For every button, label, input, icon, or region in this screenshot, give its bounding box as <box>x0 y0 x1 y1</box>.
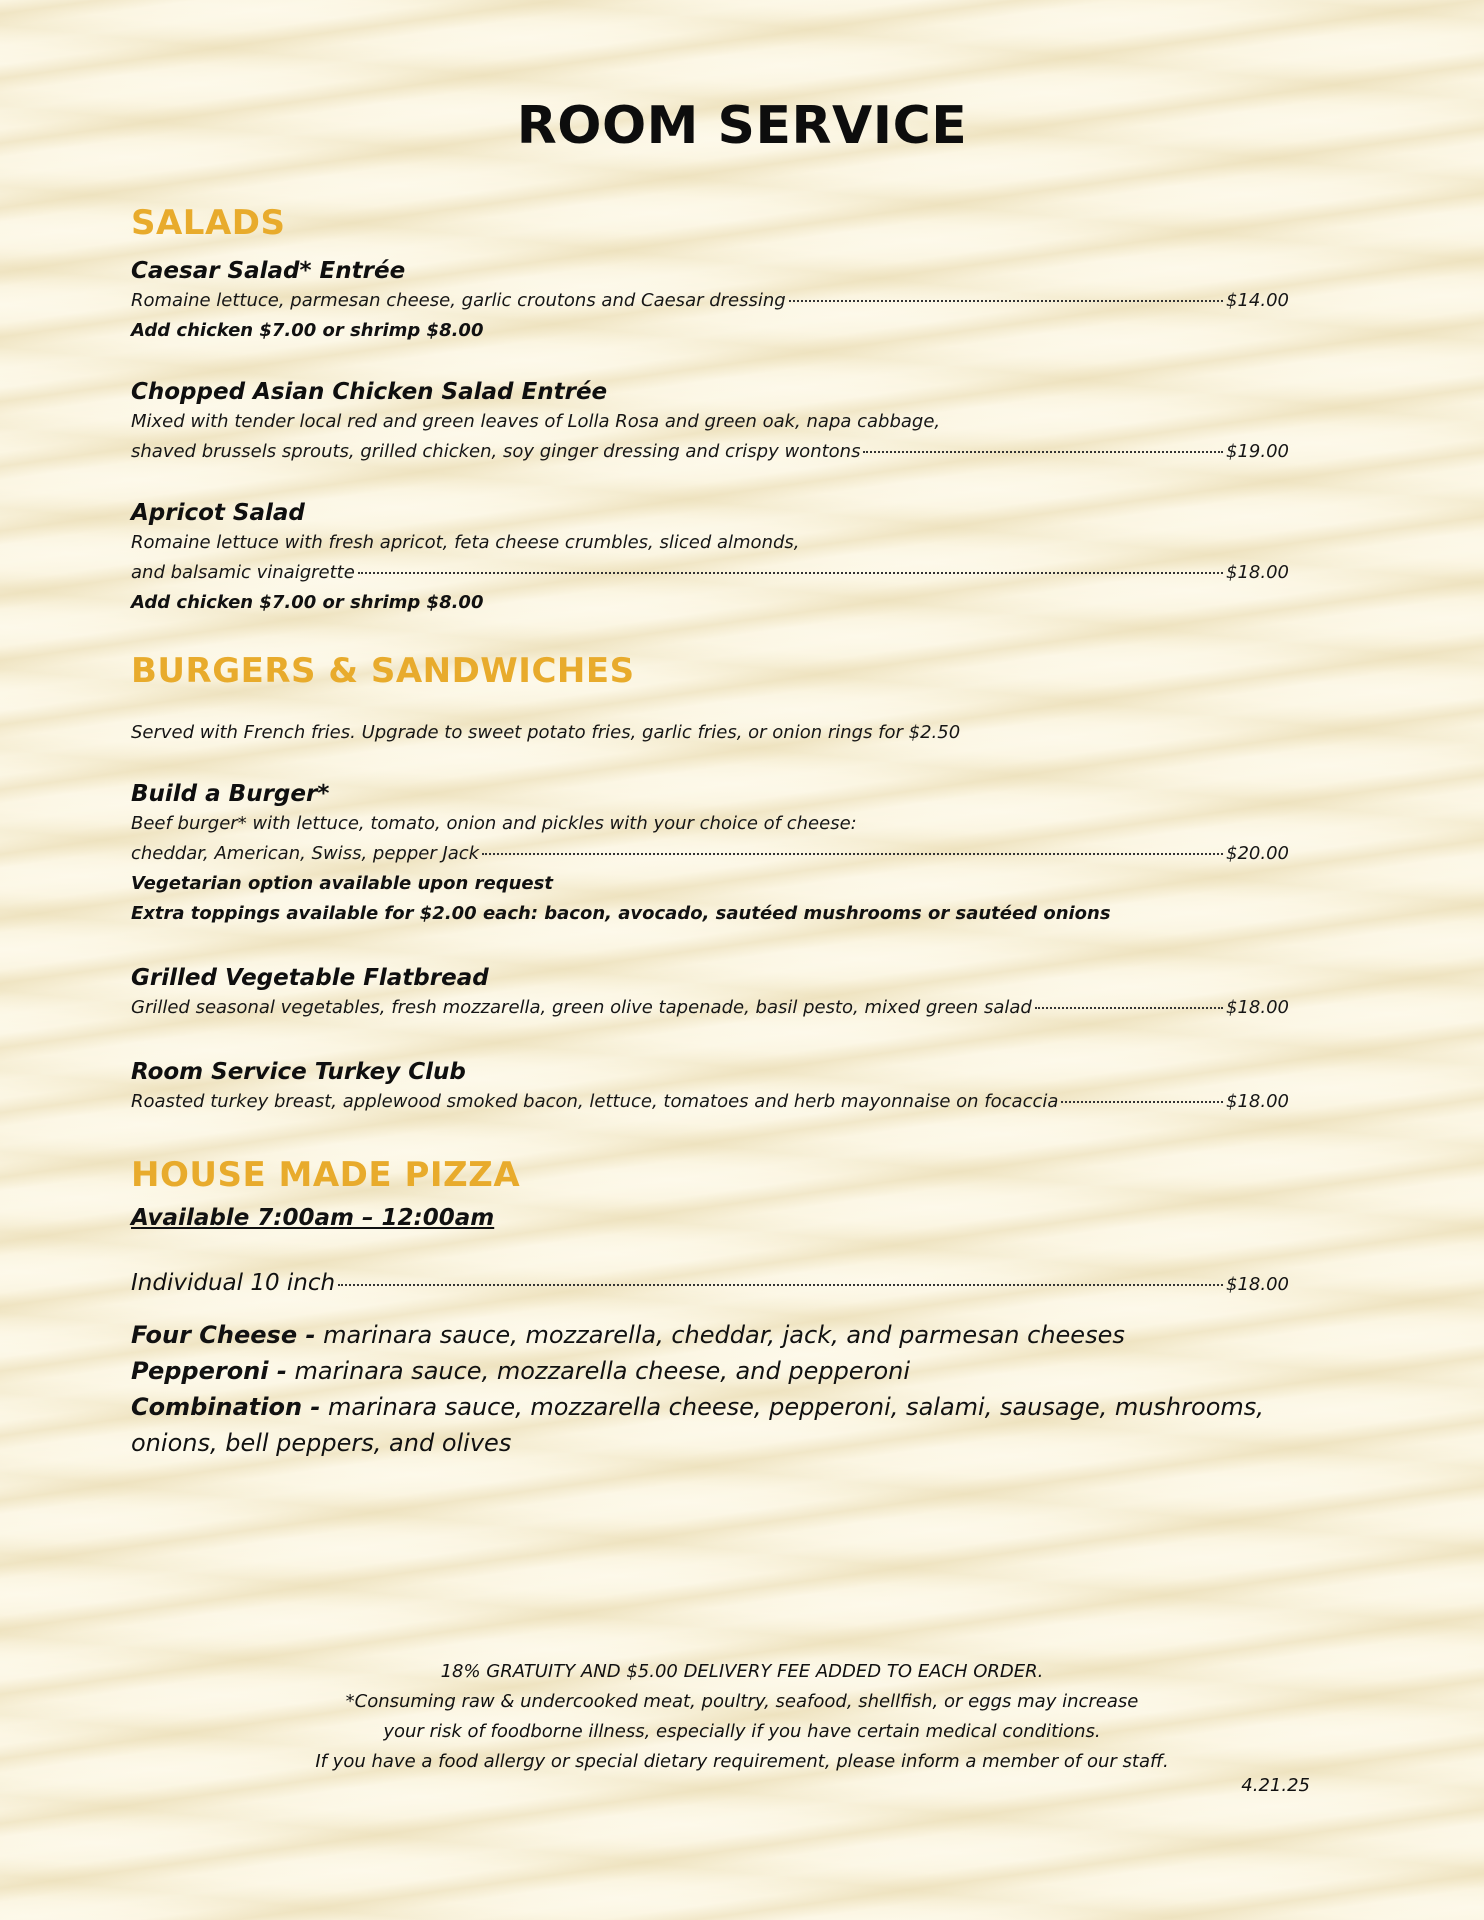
item-description: Roasted turkey breast, applewood smoked bacon, lettuce, tomatoes and herb mayonnaise on focaccia <box>131 1091 1059 1112</box>
footer-gratuity: 18% GRATUITY AND $5.00 DELIVERY FEE ADDED TO EACH ORDER. <box>440 1661 1044 1682</box>
section-heading-burgers: BURGERS & SANDWICHES <box>131 651 635 691</box>
item-description: and balsamic vinaigrette <box>131 562 355 583</box>
item-description-line <box>131 286 1289 316</box>
footer-allergy: If you have a food allergy or special dietary requirement, please inform a member of our staff. <box>315 1751 1169 1772</box>
page-title: ROOM SERVICE <box>516 96 968 156</box>
menu-item-asian-chicken-salad <box>131 377 1291 467</box>
item-price: $14.00 <box>1226 290 1289 311</box>
item-name: Grilled Vegetable Flatbread <box>131 965 489 991</box>
dot-leader <box>338 1284 1223 1286</box>
item-description: Romaine lettuce, parmesan cheese, garlic croutons and Caesar dressing <box>131 290 786 311</box>
menu-date: 4.21.25 <box>1241 1775 1310 1796</box>
footer-notes <box>0 1657 1484 1777</box>
pizza-description: marinara sauce, mozzarella cheese, and pepperoni <box>286 1357 911 1385</box>
pizza-availability: Available 7:00am – 12:00am <box>131 1205 495 1231</box>
item-price: $20.00 <box>1226 843 1289 864</box>
item-name: Room Service Turkey Club <box>131 1059 466 1085</box>
footer-advisory-2: your risk of foodborne illness, especially if you have certain medical conditions. <box>383 1721 1101 1742</box>
dot-leader <box>1061 1101 1223 1103</box>
dot-leader <box>1035 1007 1223 1009</box>
item-price: $18.00 <box>1226 562 1289 583</box>
item-note: Extra toppings available for $2.00 each: bacon, avocado, sautéed mushrooms or sautéed onions <box>131 903 1111 924</box>
section-heading-salads: SALADS <box>131 203 286 243</box>
item-note: Add chicken $7.00 or shrimp $8.00 <box>131 592 484 613</box>
item-price: $18.00 <box>1226 997 1289 1018</box>
item-description-line <box>131 437 1289 467</box>
burgers-intro <box>131 718 1291 748</box>
item-description: Mixed with tender local red and green leaves of Lolla Rosa and green oak, napa cabbage, <box>131 411 941 432</box>
section-heading-pizza: HOUSE MADE PIZZA <box>131 1155 521 1195</box>
menu-item-build-a-burger <box>131 779 1291 929</box>
item-description: shaved brussels sprouts, grilled chicken, soy ginger dressing and crispy wontons <box>131 441 861 462</box>
dot-leader <box>863 451 1223 453</box>
pizza-list <box>131 1317 1311 1461</box>
item-description: Beef burger* with lettuce, tomato, onion and pickles with your choice of cheese: <box>131 813 857 834</box>
dot-leader <box>789 300 1223 302</box>
dot-leader <box>358 572 1223 574</box>
pizza-four-cheese <box>131 1317 1311 1353</box>
pizza-combination <box>131 1389 1311 1461</box>
item-description: Grilled seasonal vegetables, fresh mozzarella, green olive tapenade, basil pesto, mixed green salad <box>131 997 1032 1018</box>
item-description-line <box>131 1087 1289 1117</box>
item-description: cheddar, American, Swiss, pepper Jack <box>131 843 480 864</box>
footer-advisory-1: *Consuming raw & undercooked meat, poultry, seafood, shellfish, or eggs may increase <box>345 1691 1139 1712</box>
item-name: Chopped Asian Chicken Salad Entrée <box>131 379 608 405</box>
pizza-pepperoni <box>131 1353 1311 1389</box>
item-note: Add chicken $7.00 or shrimp $8.00 <box>131 320 484 341</box>
menu-item-vegetable-flatbread <box>131 963 1291 1023</box>
pizza-name: Four Cheese - <box>131 1321 316 1349</box>
pizza-name: Pepperoni - <box>131 1357 287 1385</box>
section-intro: Served with French fries. Upgrade to sweet potato fries, garlic fries, or onion rings for $2.50 <box>131 722 961 743</box>
item-description-line <box>131 839 1289 869</box>
item-description-line <box>131 558 1289 588</box>
item-note: Vegetarian option available upon request <box>131 873 553 894</box>
menu-item-turkey-club <box>131 1057 1291 1117</box>
item-name: Apricot Salad <box>131 500 305 526</box>
menu-item-caesar-salad <box>131 256 1291 346</box>
pizza-description: marinara sauce, mozzarella cheese, pepperoni, salami, sausage, mushrooms, onions, bell peppers, and olives <box>131 1393 1264 1457</box>
item-description: Romaine lettuce with fresh apricot, feta cheese crumbles, sliced almonds, <box>131 532 800 553</box>
pizza-description: marinara sauce, mozzarella, cheddar, jack, and parmesan cheeses <box>315 1321 1125 1349</box>
menu-item-apricot-salad <box>131 498 1291 618</box>
item-price: $18.00 <box>1226 1091 1289 1112</box>
item-name: Caesar Salad* Entrée <box>131 258 406 284</box>
dot-leader <box>482 853 1223 855</box>
pizza-size: Individual 10 inch <box>131 1270 336 1296</box>
pizza-price: $18.00 <box>1226 1274 1289 1295</box>
item-name: Build a Burger* <box>131 781 330 807</box>
pizza-name: Combination - <box>131 1393 321 1421</box>
item-description-line <box>131 993 1289 1023</box>
item-price: $19.00 <box>1226 441 1289 462</box>
pizza-size-line <box>131 1270 1289 1296</box>
